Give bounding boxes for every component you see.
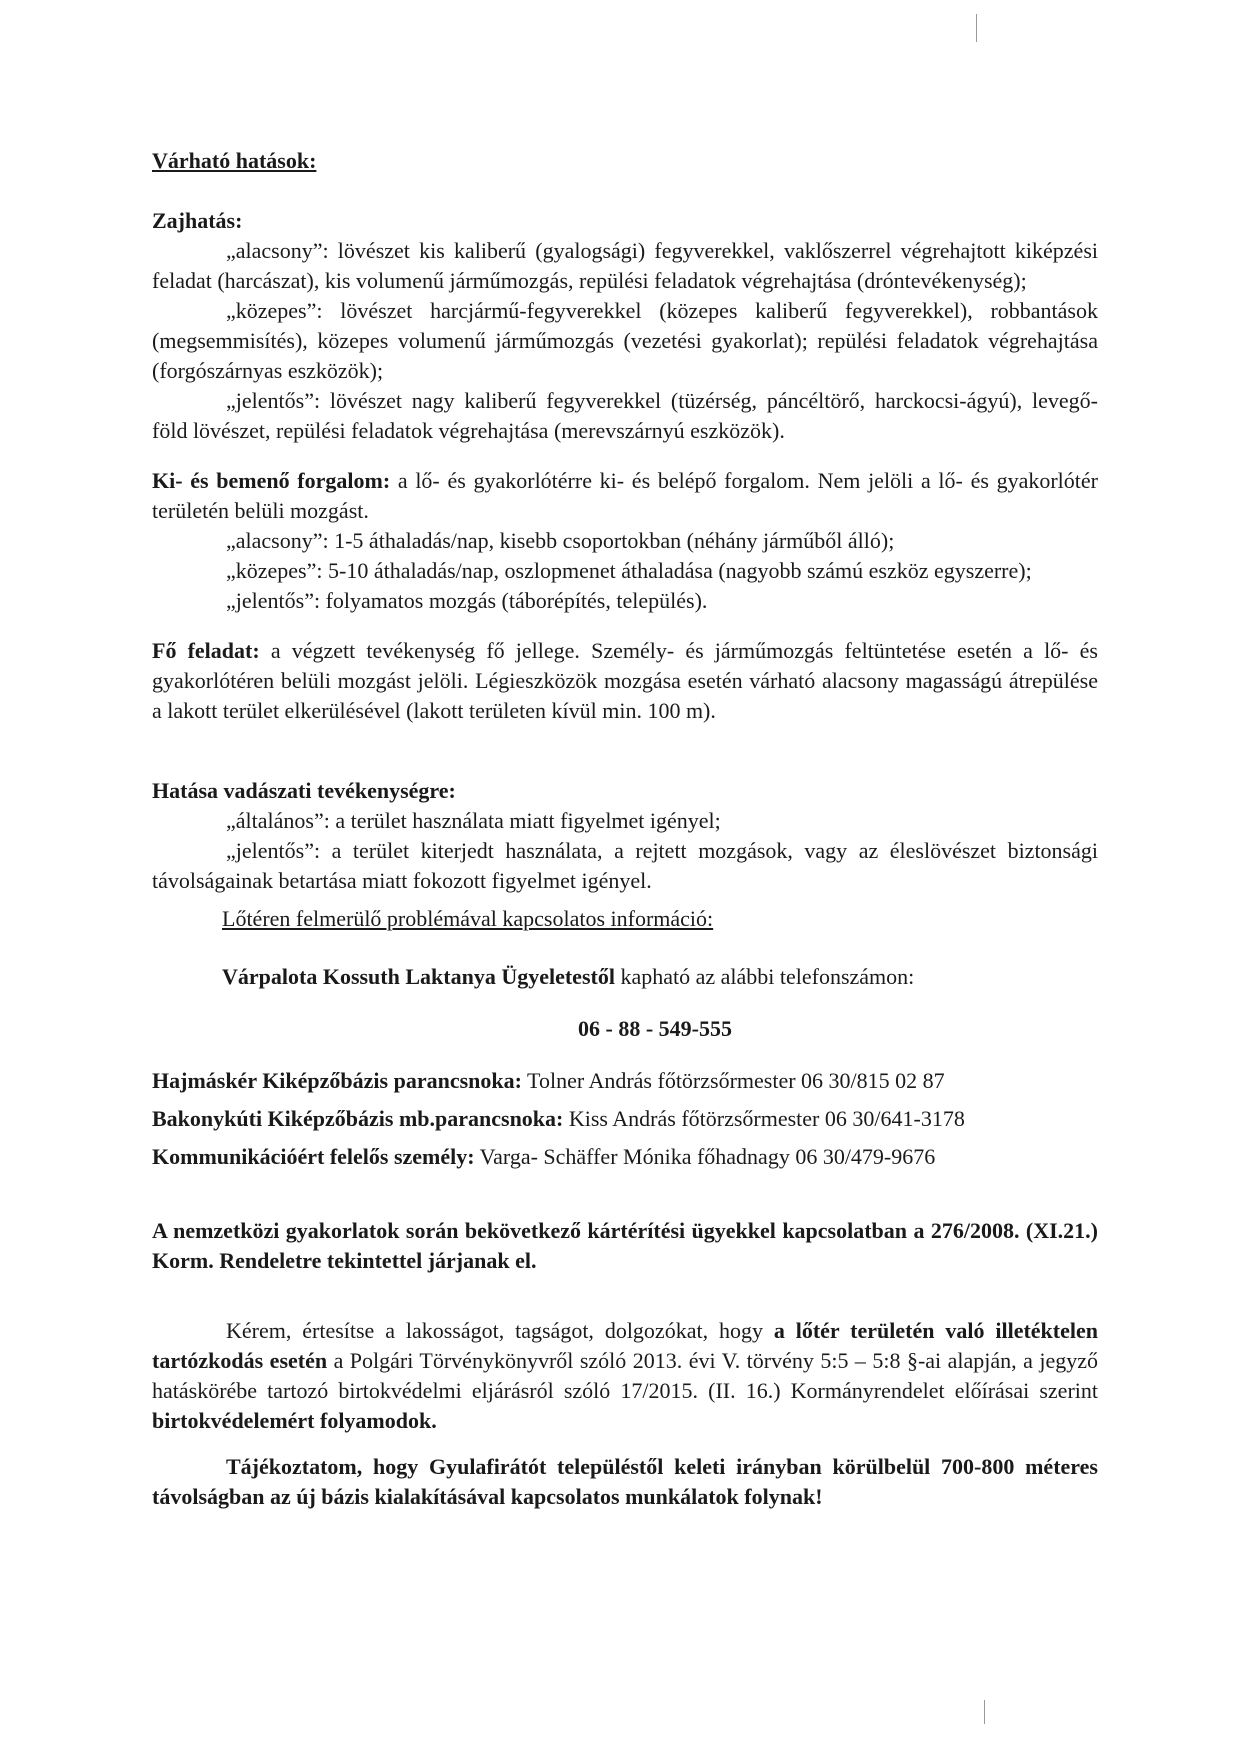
- request-text-1: Kérem, értesítse a lakosságot, tagságot, dolgozókat, hogy: [226, 1318, 774, 1343]
- request-bold-1: a lőtér területén való illetéktelen tartózkodás esetén: [152, 1318, 1098, 1373]
- contact-list: [152, 1066, 1098, 1172]
- noise-mid: „közepes”: lövészet harcjármű-fegyverekkel (közepes kaliberű fegyverekkel), robbantások (megsemmisítés), közepes volumenű járműmozgás (vezetési gyakorlat); repülési feladatok végrehajtása (forgószárnyas eszközök);: [152, 298, 1098, 383]
- noise-heading: Zajhatás:: [152, 208, 243, 233]
- main-task-paragraph: [152, 636, 1098, 726]
- scan-mark-top: [976, 14, 977, 42]
- contact-label: Bakonykúti Kiképzőbázis mb.parancsnoka:: [152, 1106, 564, 1131]
- noise-low: „alacsony”: lövészet kis kaliberű (gyalogsági) fegyverekkel, vaklőszerrel végrehajtott kiképzési feladat (harcászat), kis volumenű járműmozgás, repülési feladatok végrehajtása (dróntevékenység);: [152, 238, 1098, 293]
- main-task-label: Fő feladat:: [152, 638, 260, 663]
- duty-phone: 06 - 88 - 549-555: [578, 1016, 732, 1041]
- page-title: Várható hatások:: [152, 148, 317, 173]
- hunting-general: „általános”: a terület használata miatt figyelmet igényel;: [226, 808, 721, 833]
- final-notice: Tájékoztatom, hogy Gyulafirátót településtől keleti irányban körülbelül 700-800 méteres távolságban az új bázis kialakításával kapcsolatos munkálatok folynak!: [152, 1454, 1098, 1509]
- duty-text: kapható az alábbi telefonszámon:: [614, 964, 915, 989]
- contact-text: Kiss András főtörzsőrmester 06 30/641-3178: [563, 1106, 965, 1131]
- traffic-mid: „közepes”: 5-10 áthaladás/nap, oszlopmenet áthaladása (nagyobb számú eszköz egyszerre);: [226, 558, 1032, 583]
- traffic-paragraph: [152, 466, 1098, 526]
- compensation-notice: A nemzetközi gyakorlatok során bekövetkező kártérítési ügyekkel kapcsolatban a 276/2008. (XI.21.) Korm. Rendeletre tekintettel járjanak el.: [152, 1218, 1098, 1273]
- traffic-low: „alacsony”: 1-5 áthaladás/nap, kisebb csoportokban (néhány járműből álló);: [226, 528, 895, 553]
- duty-label: Várpalota Kossuth Laktanya Ügyeletestől: [222, 964, 615, 989]
- traffic-label: Ki- és bemenő forgalom:: [152, 468, 391, 493]
- contact-bakonykuti: [152, 1104, 1098, 1134]
- request-bold-2: birtokvédelemért folyamodok.: [152, 1408, 437, 1433]
- contact-label: Hajmáskér Kiképzőbázis parancsnoka:: [152, 1068, 522, 1093]
- request-text-2: a Polgári Törvénykönyvről szóló 2013. évi V. törvény 5:5 – 5:8 §-ai alapján, a jegyző hatáskörébe tartozó birtokvédelmi eljárásról szóló 17/2015. (II. 16.) Kormányrendelet előírásai szerint: [152, 1348, 1098, 1403]
- traffic-text: a lő- és gyakorlótérre ki- és belépő forgalom. Nem jelöli a lő- és gyakorlótér területén belüli mozgást.: [152, 468, 1099, 523]
- hunting-high: „jelentős”: a terület kiterjedt használata, a rejtett mozgások, vagy az éleslövészet biztonsági távolságainak betartása miatt fokozott figyelmet igényel.: [152, 838, 1098, 893]
- duty-line: [152, 962, 1098, 992]
- contact-communication: [152, 1142, 1098, 1172]
- contact-text: Tolner András főtörzsőrmester 06 30/815 02 87: [521, 1068, 945, 1093]
- contact-text: Varga- Schäffer Mónika főhadnagy 06 30/479-9676: [474, 1144, 936, 1169]
- traffic-high: „jelentős”: folyamatos mozgás (táborépítés, település).: [226, 588, 708, 613]
- scan-mark-bottom: [984, 1700, 985, 1724]
- contact-label: Kommunikációért felelős személy:: [152, 1144, 475, 1169]
- hunting-heading: Hatása vadászati tevékenységre:: [152, 778, 456, 803]
- document-body: [152, 146, 1098, 1512]
- request-paragraph: [152, 1316, 1098, 1436]
- noise-high: „jelentős”: lövészet nagy kaliberű fegyverekkel (tüzérség, páncéltörő, harckocsi-ágyú), levegő-föld lövészet, repülési feladatok végrehajtása (merevszárnyú eszközök).: [152, 388, 1098, 443]
- main-task-text: a végzett tevékenység fő jellege. Személy- és járműmozgás feltüntetése esetén a lő- és gyakorlótéren belüli mozgást jelöli. Légieszközök mozgása esetén várható alacsony magasságú átrepülése a lakott terület elkerülésével (lakott területen kívül min. 100 m).: [152, 638, 1098, 723]
- contact-hajmasker: [152, 1066, 1098, 1096]
- info-heading: Lőtéren felmerülő problémával kapcsolatos információ:: [222, 906, 714, 931]
